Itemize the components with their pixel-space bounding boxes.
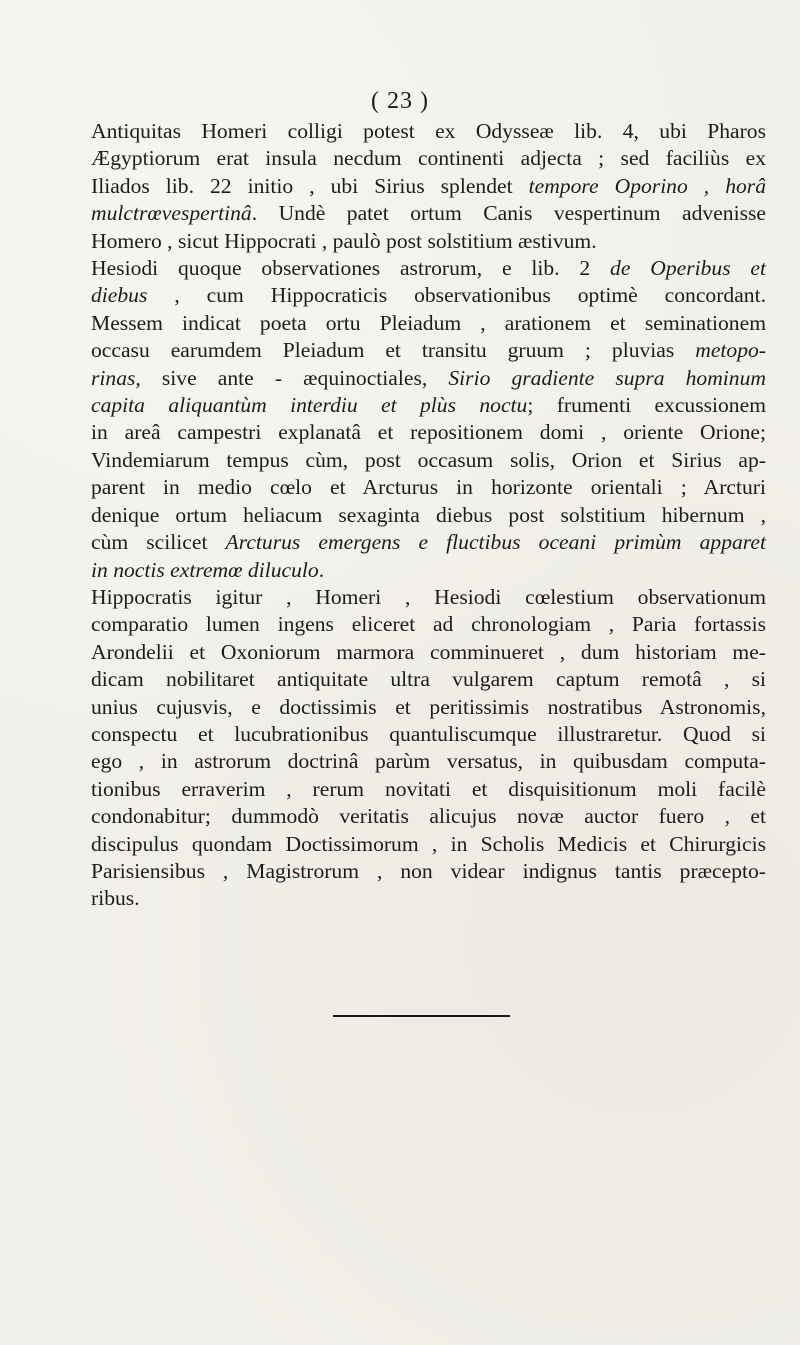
text-line: Hippocratis igitur , Homeri , Hesiodi cœlestium observationum [91, 584, 766, 609]
page-number: ( 23 ) [371, 88, 429, 114]
body-text [66, 118, 766, 913]
text-line: occasu earumdem Pleiadum et transitu gruum ; pluvias metopo- [91, 338, 766, 363]
text-line: Ægyptiorum erat insula necdum continenti adjecta ; sed faciliùs ex [91, 146, 766, 171]
text-line: Antiquitas Homeri colligi potest ex Odysseæ lib. 4, ubi Pharos [91, 119, 766, 143]
text-line: ribus. [91, 886, 140, 911]
text-line: in areâ campestri explanatâ et repositionem domi , oriente Orione; [91, 420, 766, 445]
text-line: Iliados lib. 22 initio , ubi Sirius splendet tempore Oporino , horâ [91, 173, 767, 198]
paragraph-hesiod [66, 255, 766, 584]
text-line: cùm scilicet Arcturus emergens e fluctibus oceani primùm apparet [91, 530, 766, 555]
text-line: denique ortum heliacum sexaginta diebus post solstitium hibernum , [91, 502, 766, 527]
text-line: Hesiodi quoque observationes astrorum, e lib. 2 de Operibus et [91, 256, 767, 281]
text-line: Homero , sicut Hippocrati , paulò post solstitium æstivum. [91, 228, 597, 253]
text-line: capita aliquantùm interdiu et plùs noctu; frumenti excussionem [91, 393, 766, 418]
closing-rule [333, 1015, 510, 1017]
text-line: Messem indicat poeta ortu Pleiadum , arationem et seminationem [91, 310, 766, 335]
text-line: mulctrœvespertinâ. Undè patet ortum Canis vespertinum advenisse [91, 201, 766, 226]
text-line: tionibus erraverim , rerum novitati et disquisitionum moli facilè [91, 776, 766, 801]
text-line: discipulus quondam Doctissimorum , in Scholis Medicis et Chirurgicis [91, 831, 766, 856]
text-line: diebus , cum Hippocraticis observationibus optimè concordant. [91, 283, 766, 308]
text-line: condonabitur; dummodò veritatis alicujus novæ auctor fuero , et [91, 804, 766, 829]
paragraph-conclusion [66, 584, 766, 913]
text-line: Parisiensibus , Magistrorum , non videar indignus tantis præcepto- [91, 858, 766, 883]
text-line: dicam nobilitaret antiquitate ultra vulgarem captum remotâ , si [91, 667, 766, 692]
text-line: comparatio lumen ingens eliceret ad chronologiam , Paria fortassis [91, 612, 766, 637]
text-line: rinas, sive ante - æquinoctiales, Sirio gradiente supra hominum [91, 365, 766, 390]
text-line: in noctis extremœ diluculo. [91, 557, 325, 582]
paragraph-homer [66, 118, 766, 255]
text-line: Arondelii et Oxoniorum marmora comminueret , dum historiam me- [91, 639, 766, 664]
text-line: parent in medio cœlo et Arcturus in horizonte orientali ; Arcturi [91, 475, 766, 500]
text-line: Vindemiarum tempus cùm, post occasum solis, Orion et Sirius ap- [91, 447, 766, 472]
text-line: ego , in astrorum doctrinâ parùm versatus, in quibusdam computa- [91, 749, 766, 774]
text-line: conspectu et lucubrationibus quantuliscumque illustraretur. Quod si [91, 721, 766, 746]
text-line: unius cujusvis, e doctissimis et peritissimis nostratibus Astronomis, [91, 694, 766, 719]
